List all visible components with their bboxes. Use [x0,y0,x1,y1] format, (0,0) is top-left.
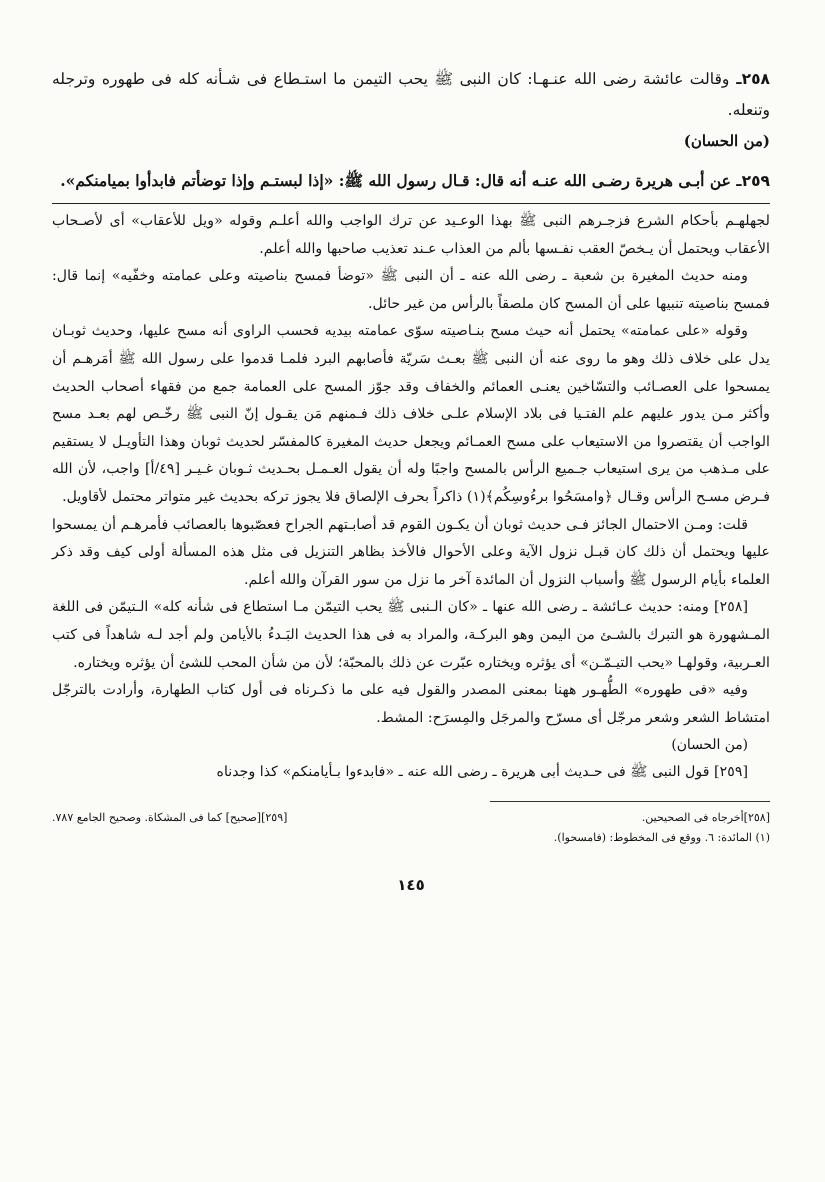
source-label: (من الحسان) [683,132,770,150]
commentary-paragraph: وقوله «على عمامته» يحتمل أنه حيث مسح بنـاصيته سوّى عمامته بيديه فحسب الراوى أنه مسح عليها، وحديث ثوبـان يدل على خلاف ذلك وهو ما روى عنه أن النبى ﷺ بعـث سَريّة فأصابهم البرد فلمـا قدموا على رسول الله ﷺ أمَرهـم أن يمسحوا على العصـائب والتسّاخين يعنـى العمائم والخفاف وقد جوّز المسح على العمامة جمع من فقهاء أصحاب الحديث وأكثر مـن يدور عليهم علم الفتـيا فى بلاد الإسلام علـى خلاف ذلك فـمنهم مَن يقـول إنّ النبى ﷺ رخّـص لهم بعـد مسح الواجب أن يقتصروا من الاستيعاب على مسح العمـائم ويجعل حديث المغيرة كالمفسّر لحديث ثوبان وهذا التأويـل لا يستقيم على مـذهب من يرى استيعاب جـميع الرأس بالمسح واجبًا وله أن يقول العـمـل بحـديث ثـوبان غـيـر [٤٩/أ] واجب، لأن الله فـرض مسـح الرأس وقـال ﴿وامسَحُوا برءُوسِكُم﴾(١) ذاكراً بحرف الإلصاق فلا يجوز تركه بحديث غير متواتر محتمل لأقاويل. [52,323,770,505]
page-number: ١٤٥ [397,875,425,894]
commentary-paragraph: لجهلهـم بأحكام الشرع فزجـرهم النبى ﷺ بهذا الوعـيد عن ترك الواجب والله أعلـم وقوله «ويل للأعقاب» أى لأصـحاب الأعقاب ويحتمل أن يـخصّ العقب نفـسها بألم من العذاب عـند تعذيب صاحبها والله أعلم. [52,213,770,257]
commentary-paragraph: ومنه حديث المغيرة بن شعبة ـ رضى الله عنه ـ أن النبى ﷺ «توضأ فمسح بناصيته وعلى عمامته وخفّيه» إنما قال: فمسح بناصيته تنبيها على أن المسح كان ملصقاً بالرأس من غير حائل. [52,268,770,312]
page-body [52,64,770,894]
footnote-258: [٢٥٨]أخرجاه فى الصحيحين. [641,810,770,824]
commentary-paragraph: قلت: ومـن الاحتمال الجائز فـى حديث ثوبان أن يكـون القوم قد أصابـتهم الجراح فعصّبوها بالعصائب فأمرهـم أن يمسحوا عليها ويحتمل أن ذلك كان قبـل نزول الآية وعلى الأحوال فالأخذ بظاهر التنزيل فى مثل هذه المسألة أولى كيف وقد ذكر العلماء بأيام الرسول ﷺ وأسباب النزول أن المائدة آخر ما نزل من سور القرآن والله أعلم. [52,516,770,588]
hadith-number: ٢٥٨ [741,70,770,88]
footnote-1: (١) المائدة: ٦. ووقع فى المخطوط: (فامسحوا). [553,830,770,844]
commentary-paragraph: [٢٥٨] ومنه: حديث عـائشة ـ رضى الله عنها ـ «كان الـنبى ﷺ يحب التيمّن مـا استطاع فى شأنه كله» الـتيمّن فى اللغة المـشهورة هو التبرك بالشـئ من اليمن وهو البركـة، والمراد به فى هذا الحديث البَـدءُ بالأيامن ولم أجد لـه شاهداً فى كتب العـربية، وقولهـا «يحب التيـمّـن» أى يؤثره ويختاره عبّرت عن ذلك بالمحبّة؛ لأن من شأن المحب للشئ أن يؤثره ويختاره. [52,599,770,671]
hadith-marker: ـ [729,70,742,88]
hadith-259 [52,165,770,197]
commentary-paragraph: وفيه «فى طهوره» الطُّهـور ههنا بمعنى المصدر والقول فيه على ما ذكـرناه فى أول كتاب الطهارة، وأرادت بالترجّل امتشاط الشعر وشعر مرجّل أى مسرّح والمرجَل والمِسرَح: المشط. [52,682,770,726]
footnote-259: [٢٥٩][صحيح] كما فى المشكاة. وصحيح الجامع ٧٨٧. [52,810,288,824]
hadith-text: عن أبـى هريرة رضـى الله عنـه أنه قال: قـال رسول الله ﷺ: «إذا لبستـم وإذا توضأتم فابدأوا بميامنكم». [60,171,731,190]
hadith-number: ٢٥٩ [741,172,770,190]
hadith-text: وقالت عائشة رضى الله عنـهـا: كان النبى ﷺ يحب التيمن ما استـطاع فى شـأنه كله فى طهوره وترجله وتنعله. [52,70,770,119]
hadith-258 [52,64,770,126]
section-divider [52,203,770,204]
footnote-row [52,808,770,828]
footnote-divider [490,801,770,802]
hadith-marker: ـ [730,172,742,190]
source-label-2: (من الحسان) [671,737,748,754]
commentary-259: [٢٥٩] قول النبى ﷺ فى حـديث أبى هريرة ـ رضى الله عنه ـ «فابدءوا بـأيامنكم» كذا وجدناه [216,764,748,781]
